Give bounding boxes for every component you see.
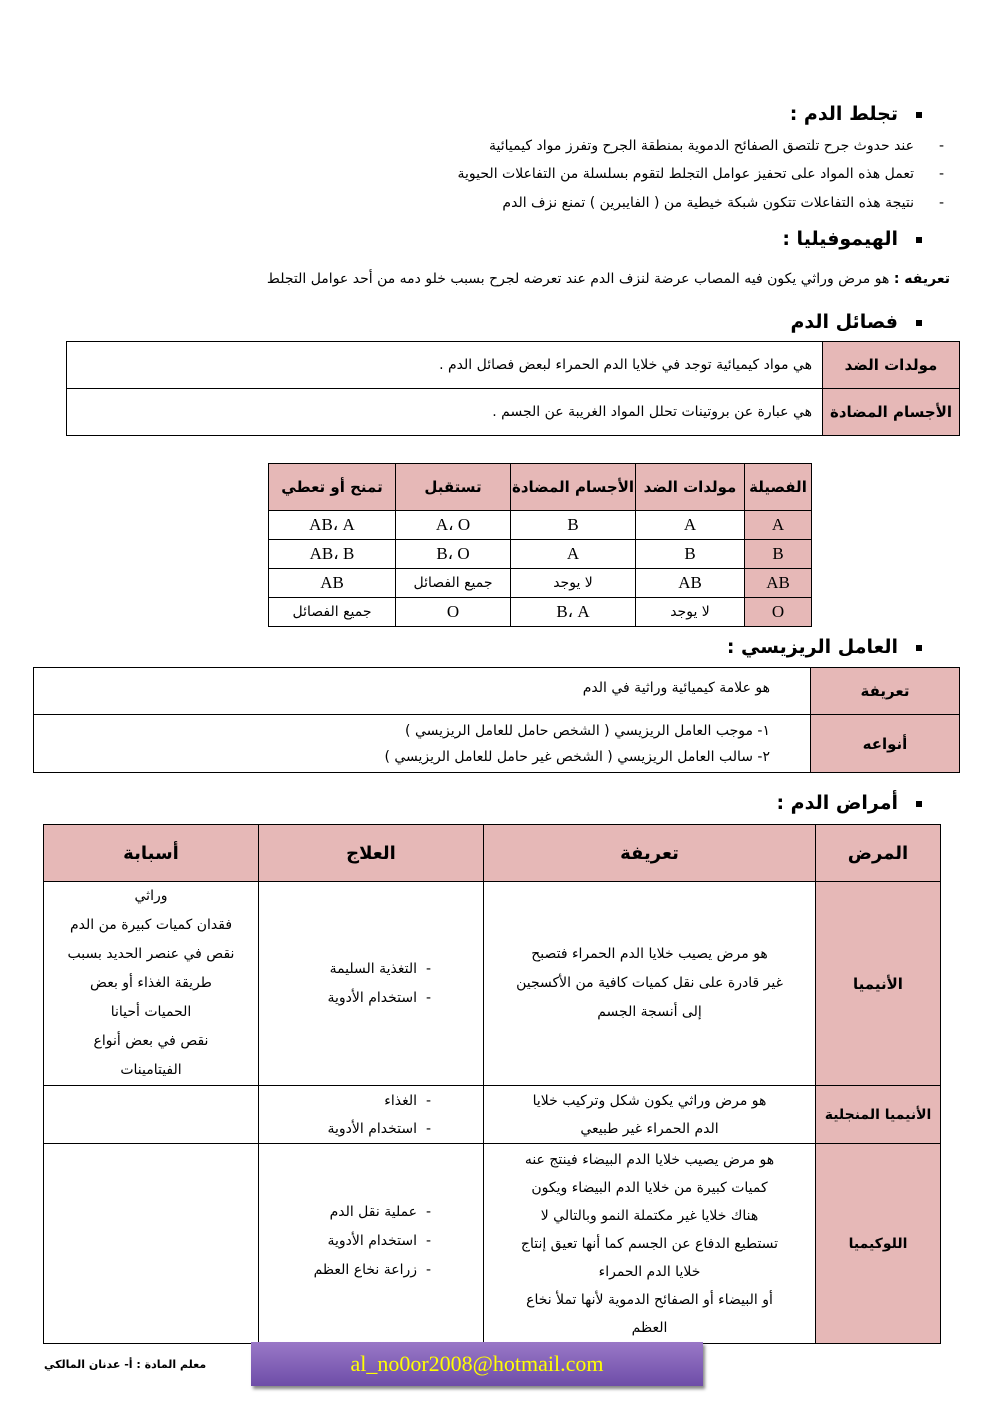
list-item: [259, 1198, 431, 1227]
definition-cell: هي عبارة عن بروتينات تحلل المواد الغريبة عن الجسم .: [67, 389, 823, 436]
definition-cell: [484, 1086, 816, 1144]
email-banner[interactable]: al_no0or2008@hotmail.com: [251, 1342, 703, 1386]
hemophilia-def-label: تعريفه :: [893, 271, 950, 287]
table-cell: B، A: [511, 598, 636, 627]
table-cell: AB، A: [269, 511, 396, 540]
coagulation-title: تجلط الدم :: [789, 103, 898, 125]
term-cell: الأجسام المضادة: [823, 389, 960, 436]
table-row: [44, 1086, 941, 1144]
treatment-cell: [259, 1086, 484, 1144]
table-header-row: [44, 825, 941, 882]
col-header: العلاج: [259, 825, 484, 882]
blood-terms-table: [66, 341, 960, 436]
item-text: استخدام الأدوية: [327, 1120, 418, 1137]
causes-cell: [44, 1086, 259, 1144]
col-header: تعريفة: [484, 825, 816, 882]
definition-cell: هو علامة كيميائية وراثية في الدم: [34, 668, 811, 715]
table-cell: A: [636, 511, 745, 540]
dash-icon: -: [938, 166, 944, 182]
col-header: مولدات الضد: [636, 464, 745, 511]
table-row: [44, 1144, 941, 1344]
coagulation-point-1: [489, 138, 944, 154]
text-line: غير قادرة على نقل كميات كافية من الأكسجين: [516, 975, 783, 991]
point-text: نتيجة هذه التفاعلات تتكون شبكة خيطية من ( الفايبرين ) تمنع نزف الدم: [502, 195, 914, 211]
table-cell: B: [511, 511, 636, 540]
bullet-icon: [916, 237, 922, 243]
text-line: طريقة الغذاء أو بعض: [90, 975, 212, 991]
bullet-icon: [916, 801, 922, 807]
table-cell: AB: [745, 569, 812, 598]
bullet-icon: [916, 645, 922, 651]
table-row: [269, 540, 812, 569]
text-line: أو البيضاء أو الصفائح الدموية لأنها تملأ نخاع: [526, 1291, 773, 1308]
coagulation-point-2: [458, 166, 944, 182]
definition-cell: [484, 1144, 816, 1344]
dash-icon: -: [425, 960, 431, 977]
blood-groups-table: [268, 463, 812, 627]
list-item: [259, 1115, 431, 1143]
hemophilia-title: الهيموفيليا :: [782, 228, 898, 250]
rh-title: العامل الريزيسي :: [726, 636, 898, 658]
treatment-cell: [259, 1144, 484, 1344]
rh-type-positive: ١- موجب العامل الريزيسي ( الشخص حامل للعامل الريزيسي ): [405, 722, 770, 739]
table-cell: لا يوجد: [636, 598, 745, 627]
disease-name: الأنيميا: [816, 882, 941, 1086]
table-cell: AB، B: [269, 540, 396, 569]
table-cell: B: [745, 540, 812, 569]
hemophilia-def-text: هو مرض وراثي يكون فيه المصاب عرضة لنزف الدم عند تعرضه لجرح بسبب خلو دمه من أحد عوامل التجلط: [266, 271, 890, 287]
dash-icon: -: [425, 1204, 431, 1220]
col-header: أسبابة: [44, 825, 259, 882]
table-cell: جميع الفصائل: [269, 598, 396, 627]
table-cell: A: [511, 540, 636, 569]
col-header: الأجسام المضادة: [511, 464, 636, 511]
diseases-table: [43, 824, 941, 1344]
disease-name: الأنيميا المنجلية: [816, 1086, 941, 1144]
table-row: [269, 569, 812, 598]
causes-cell: [44, 882, 259, 1086]
text-line: نقص في عنصر الحديد بسبب: [67, 946, 235, 962]
table-row: [269, 598, 812, 627]
definition-cell: [484, 882, 816, 1086]
item-text: استخدام الأدوية: [327, 1233, 418, 1249]
dash-icon: -: [938, 138, 944, 154]
term-cell: أنواعه: [811, 715, 960, 773]
table-header-row: [269, 464, 812, 511]
table-cell: جميع الفصائل: [396, 569, 511, 598]
rh-table: [33, 667, 960, 773]
bullet-icon: [916, 320, 922, 326]
types-cell: [34, 715, 811, 773]
treatment-cell: [259, 882, 484, 1086]
dash-icon: -: [425, 1233, 431, 1249]
col-header: المرض: [816, 825, 941, 882]
hemophilia-heading: [782, 228, 922, 250]
table-row: [44, 882, 941, 1086]
blood-groups-heading: [790, 311, 922, 333]
dash-icon: -: [938, 195, 944, 211]
coagulation-point-3: [502, 195, 944, 211]
table-cell: B، O: [396, 540, 511, 569]
list-item: [259, 1087, 431, 1115]
table-cell: A: [745, 511, 812, 540]
table-row: [269, 511, 812, 540]
term-cell: تعريفة: [811, 668, 960, 715]
table-row: [34, 715, 960, 773]
dash-icon: -: [425, 1092, 431, 1109]
disease-name: اللوكيميا: [816, 1144, 941, 1344]
item-text: استخدام الأدوية: [327, 989, 418, 1006]
item-text: عملية نقل الدم: [329, 1204, 418, 1220]
bullet-icon: [916, 112, 922, 118]
table-cell: AB: [636, 569, 745, 598]
causes-cell: [44, 1144, 259, 1344]
diseases-title: أمراض الدم :: [776, 792, 898, 814]
text-line: كميات كبيرة من خلايا الدم البيضاء ويكون: [531, 1179, 768, 1196]
text-line: خلايا الدم الحمراء: [598, 1263, 701, 1280]
dash-icon: -: [425, 989, 431, 1006]
text-line: وراثي: [134, 888, 168, 904]
blood-groups-title: فصائل الدم: [790, 311, 898, 333]
item-text: التغذية السليمة: [329, 960, 418, 977]
diseases-heading: [776, 792, 922, 814]
text-line: الفيتامينات: [120, 1062, 182, 1078]
table-row: [67, 342, 960, 389]
table-cell: AB: [269, 569, 396, 598]
list-item: [259, 1256, 431, 1285]
text-line: فقدان كميات كبيرة من الدم: [69, 917, 233, 933]
rh-heading: [727, 636, 922, 658]
table-cell: لا يوجد: [511, 569, 636, 598]
teacher-credit: معلم المادة : أ- عدنان المالكي: [44, 1358, 207, 1371]
list-item: [259, 955, 431, 984]
hemophilia-definition: [267, 271, 950, 287]
text-line: هو مرض يصيب خلايا الدم البيضاء فينتج عنه: [524, 1151, 775, 1168]
text-line: الحميات أحيانا: [110, 1004, 192, 1020]
term-cell: مولدات الضد: [823, 342, 960, 389]
dash-icon: -: [425, 1120, 431, 1137]
coagulation-heading: [790, 103, 922, 125]
point-text: عند حدوث جرح تلتصق الصفائح الدموية بمنطقة الجرح وتفرز مواد كيميائية: [489, 138, 914, 154]
table-cell: B: [636, 540, 745, 569]
item-text: الغذاء: [384, 1092, 418, 1109]
text-line: نقص في بعض أنواع: [93, 1033, 209, 1049]
text-line: تستطيع الدفاع عن الجسم كما أنها تعيق إنتاج: [520, 1235, 779, 1252]
table-cell: A، O: [396, 511, 511, 540]
rh-type-negative: ٢- سالب العامل الريزيسي ( الشخص غير حامل للعامل الريزيسي ): [384, 748, 770, 765]
table-cell: O: [745, 598, 812, 627]
definition-cell: هي مواد كيميائية توجد في خلايا الدم الحمراء لبعض فصائل الدم .: [67, 342, 823, 389]
text-line: الدم الحمراء غير طبيعي: [580, 1120, 719, 1137]
text-line: هناك خلايا غير مكتملة النمو وبالتالي لا: [540, 1207, 759, 1224]
text-line: هو مرض وراثي يكون شكل وتركيب خلايا: [532, 1092, 767, 1109]
item-text: زراعة نخاع العظم: [313, 1262, 418, 1278]
dash-icon: -: [425, 1262, 431, 1278]
table-cell: O: [396, 598, 511, 627]
point-text: تعمل هذه المواد على تحفيز عوامل التجلط لتقوم بسلسلة من التفاعلات الحيوية: [457, 166, 914, 182]
col-header: تمنح أو تعطي: [269, 464, 396, 511]
col-header: الفصيلة: [745, 464, 812, 511]
table-row: [34, 668, 960, 715]
table-row: [67, 389, 960, 436]
text-line: هو مرض يصيب خلايا الدم الحمراء فتصبح: [531, 946, 768, 962]
text-line: إلى أنسجة الجسم: [597, 1004, 702, 1020]
text-line: العظم: [631, 1319, 668, 1336]
list-item: [259, 984, 431, 1013]
list-item: [259, 1227, 431, 1256]
col-header: تستقبل: [396, 464, 511, 511]
